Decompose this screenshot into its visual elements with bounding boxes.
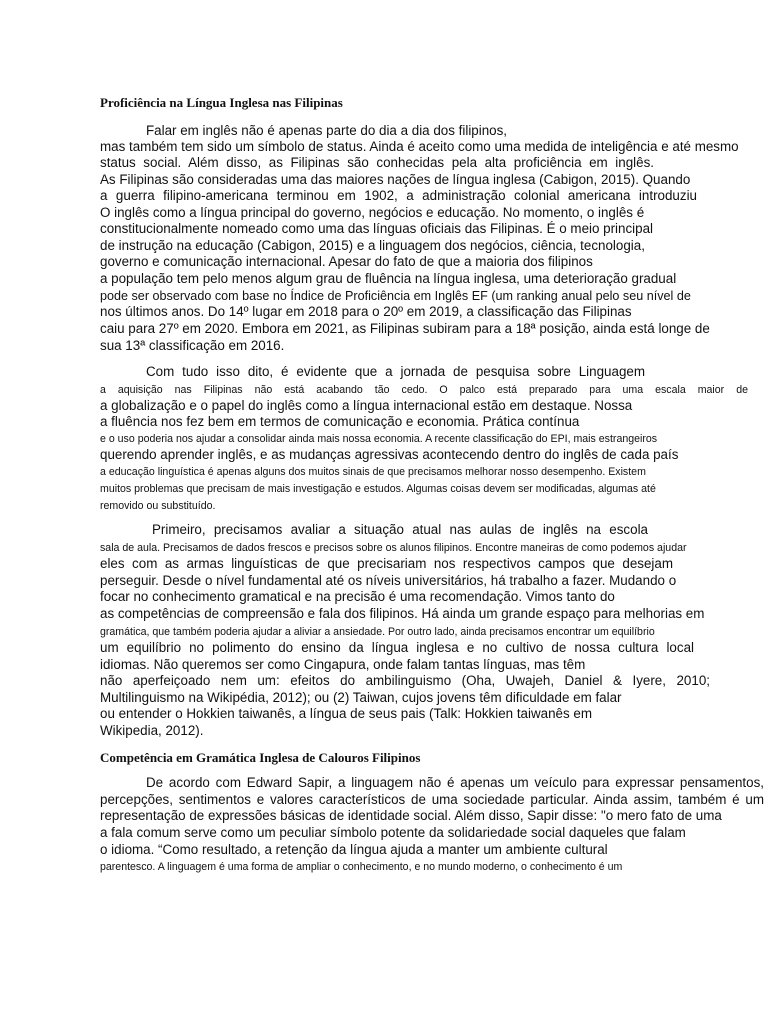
- text-line: a globalização e o papel do inglês como a língua internacional estão em destaque. Nossa: [100, 398, 633, 413]
- text-line: um equilíbrio no polimento do ensino da língua inglesa e no cultivo de nossa cultura local: [100, 640, 694, 655]
- text-line: gramática, que também poderia ajudar a aliviar a ansiedade. Por outro lado, ainda precisamos encontrar um equilíbrio: [100, 626, 655, 638]
- text-line: a educação linguística é apenas alguns dos muitos sinais de que precisamos melhorar nosso desempenho. Existem: [100, 466, 646, 478]
- section-heading: Competência em Gramática Inglesa de Calouros Filipinos: [100, 750, 421, 765]
- text-line: Com tudo isso dito, é evidente que a jornada de pesquisa sobre Linguagem: [146, 364, 645, 379]
- text-line: representação de expressões básicas de identidade social. Além disso, Sapir disse: "o mero fato de uma: [100, 808, 722, 823]
- text-line: as competências de compreensão e fala dos filipinos. Há ainda um grande espaço para melhorias em: [100, 606, 705, 621]
- text-line: Wikipedia, 2012).: [100, 723, 204, 738]
- text-line: ou entender o Hokkien taiwanês, a língua de seus pais (Talk: Hokkien taiwanês em: [100, 706, 593, 721]
- text-line: O inglês como a língua principal do governo, negócios e educação. No momento, o inglês é: [100, 205, 645, 220]
- text-line: Primeiro, precisamos avaliar a situação atual nas aulas de inglês na escola: [152, 522, 648, 537]
- text-line: idiomas. Não queremos ser como Cingapura, onde falam tantas línguas, mas têm: [100, 657, 586, 672]
- text-line: eles com as armas linguísticas de que precisariam nos respectivos campos que desejam: [100, 556, 673, 571]
- text-line: a fluência nos fez bem em termos de comunicação e economia. Prática contínua: [100, 414, 580, 429]
- text-line: caiu para 27º em 2020. Embora em 2021, as Filipinas subiram para a 18ª posição, ainda está longe de: [100, 321, 710, 336]
- text-line: a fala comum serve como um peculiar símbolo potente da solidariedade social daqueles que falam: [100, 825, 686, 840]
- text-line: status social. Além disso, as Filipinas são conhecidas pela alta proficiência em inglês.: [100, 155, 654, 170]
- text-line: mas também tem sido um símbolo de status. Ainda é aceito como uma medida de inteligência e até mesmo: [100, 139, 739, 154]
- text-line: focar no conhecimento gramatical e na precisão é uma recomendação. Vimos tanto do: [100, 589, 615, 604]
- text-line: sala de aula. Precisamos de dados frescos e precisos sobre os alunos filipinos. Encontre maneiras de como podemos ajudar: [100, 542, 687, 554]
- text-line: removido ou substituído.: [100, 500, 216, 512]
- text-line: e o uso poderia nos ajudar a consolidar ainda mais nossa economia. A recente classificação do EPI, mais estrangeiros: [100, 433, 658, 445]
- text-line: pode ser observado com base no Índice de Proficiência em Inglês EF (um ranking anual pelo seu nível de: [100, 289, 691, 303]
- text-line: a aquisição nas Filipinas não está acabando tão cedo. O palco está preparado para uma escala maior de: [100, 384, 748, 396]
- text-line: perseguir. Desde o nível fundamental até os níveis universitários, há trabalho a fazer. Mudando o: [100, 573, 677, 588]
- text-line: Multilinguismo na Wikipédia, 2012); ou (2) Taiwan, cujos jovens têm dificuldade em falar: [100, 690, 622, 705]
- text-line: de instrução na educação (Cabigon, 2015) e a linguagem dos negócios, ciência, tecnologia,: [100, 238, 645, 253]
- text-line: De acordo com Edward Sapir, a linguagem não é apenas um veículo para expressar pensamentos,: [146, 775, 764, 790]
- text-line: Falar em inglês não é apenas parte do dia a dia dos filipinos,: [146, 123, 508, 138]
- text-line: nos últimos anos. Do 14º lugar em 2018 para o 20º em 2019, a classificação das Filipinas: [100, 304, 632, 319]
- text-line: a população tem pelo menos algum grau de fluência na língua inglesa, uma deterioração gradual: [100, 271, 677, 286]
- text-line: constitucionalmente nomeado como uma das línguas oficiais das Filipinas. É o meio principal: [100, 221, 654, 236]
- text-line: não aperfeiçoado nem um: efeitos do ambilinguismo (Oha, Uwajeh, Daniel & Iyere, 2010;: [100, 673, 710, 688]
- text-line: querendo aprender inglês, e as mudanças agressivas acontecendo dentro do inglês de cada país: [100, 447, 679, 462]
- text-line: As Filipinas são consideradas uma das maiores nações de língua inglesa (Cabigon, 2015). Quando: [100, 172, 691, 187]
- text-line: sua 13ª classificação em 2016.: [100, 338, 285, 353]
- text-line: percepções, sentimentos e valores característicos de uma sociedade particular. Ainda assim, também é um: [100, 792, 764, 807]
- text-line: a guerra filipino-americana terminou em 1902, a administração colonial americana introduziu: [100, 188, 697, 203]
- text-line: o idioma. “Como resultado, a retenção da língua ajuda a manter um ambiente cultural: [100, 842, 608, 857]
- section-heading: Proficiência na Língua Inglesa nas Filipinas: [100, 95, 343, 110]
- text-line: governo e comunicação internacional. Apesar do fato de que a maioria dos filipinos: [100, 254, 593, 269]
- text-line: muitos problemas que precisam de mais investigação e estudos. Algumas coisas devem ser modificadas, algumas até: [100, 483, 656, 495]
- text-line: parentesco. A linguagem é uma forma de ampliar o conhecimento, e no mundo moderno, o conhecimento é um: [100, 861, 623, 873]
